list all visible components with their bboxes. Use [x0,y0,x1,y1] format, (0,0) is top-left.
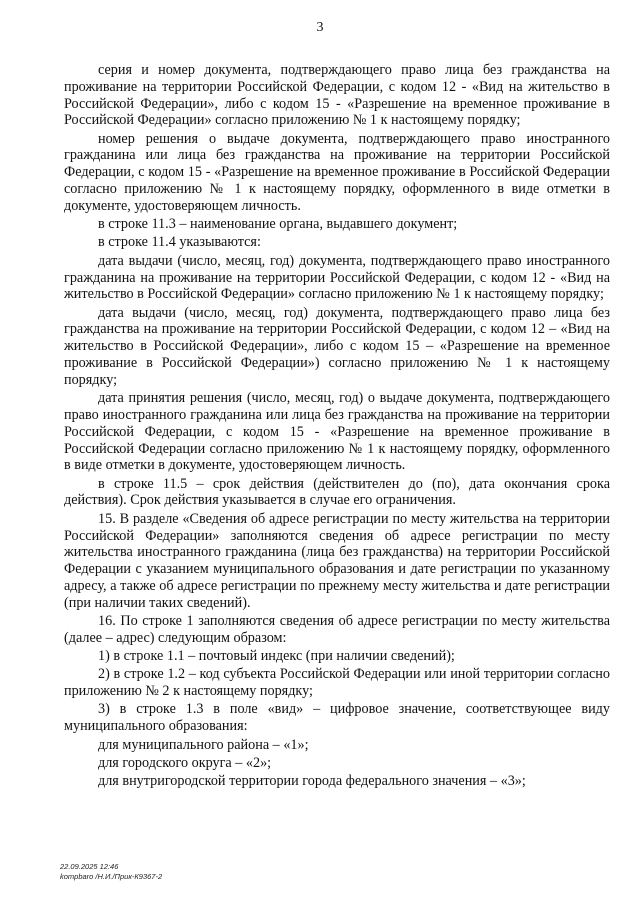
paragraph: в строке 11.3 – наименование органа, выдавшего документ; [98,216,458,233]
paragraph: 1) в строке 1.1 – почтовый индекс (при наличии сведений); [98,648,455,665]
paragraph: дата выдачи (число, месяц, год) документа, подтверждающего право иностранного гражданина на проживание на территории Российской Федерации, с кодом 12 - «Вид на жительство в Российской Федерации» согласно приложению № 1 к настоящему порядку; [64,252,610,303]
paragraph: в строке 11.4 указываются: [98,234,261,251]
page-number: 3 [316,20,324,35]
footer-reference: kompbaro /Н.И./Прик-К9367-2 [60,872,163,881]
footer-timestamp: 22.09.2025 12:46 [60,862,119,871]
paragraph: дата выдачи (число, месяц, год) документа, подтверждающего право лица без гражданства на проживание на территории Российской Федерации, с кодом 12 – «Вид на жительство в Российской Федерации», либо с кодом 15 – «Разрешение на временное проживание в Российской Федерации») согласно приложению № 1 к настоящему порядку; [64,304,610,388]
paragraph: 16. По строке 1 заполняются сведения об адресе регистрации по месту жительства (далее – адрес) следующим образом: [64,613,610,646]
paragraph: номер решения о выдаче документа, подтверждающего право иностранного гражданина или лица без гражданства на проживание на территории Российской Федерации, с кодом 15 - «Разрешение на временное проживание в Российской Федерации согласно приложению № 1 к настоящему порядку, оформленного в виде отметки в документе, удостоверяющем личность. [64,130,610,214]
paragraph: 15. В разделе «Сведения об адресе регистрации по месту жительства на территории Российской Федерации» заполняются сведения об адресе регистрации по месту жительства иностранного гражданина (лица без гражданства) на территории Российской Федерации с указанием муниципального образования и дате регистрации по указанному адресу, а также об адресе регистрации по прежнему месту жительства и дате регистрации (при наличии таких сведений). [64,510,610,611]
paragraph: дата принятия решения (число, месяц, год) о выдаче документа, подтверждающего право иностранного гражданина или лица без гражданства на проживание на территории Российской Федерации, с кодом 15 - «Разрешение на временное проживание в Российской Федерации согласно приложению № 1 к настоящему порядку, оформленного в виде отметки в документе, удостоверяющем личность. [64,390,610,474]
paragraph: 2) в строке 1.2 – код субъекта Российской Федерации или иной территории согласно приложению № 2 к настоящему порядку; [64,666,610,700]
document-body [64,62,610,791]
paragraph: серия и номер документа, подтверждающего право лица без гражданства на проживание на территории Российской Федерации, с кодом 12 - «Вид на жительство в Российской Федерации», либо с кодом 15 - «Разрешение на временное проживание в Российской Федерации» согласно приложению № 1 к настоящему порядку; [64,62,610,129]
page-footer [60,862,162,882]
paragraph: для внутригородской территории города федерального значения – «3»; [98,773,526,790]
paragraph: в строке 11.5 – срок действия (действителен до (по), дата окончания срока действия). Срок действия указывается в случае его ограничения. [64,475,610,509]
paragraph: для городского округа – «2»; [98,754,272,771]
paragraph: 3) в строке 1.3 в поле «вид» – цифровое значение, соответствующее виду муниципального образования: [64,701,610,735]
paragraph: для муниципального района – «1»; [98,736,309,753]
